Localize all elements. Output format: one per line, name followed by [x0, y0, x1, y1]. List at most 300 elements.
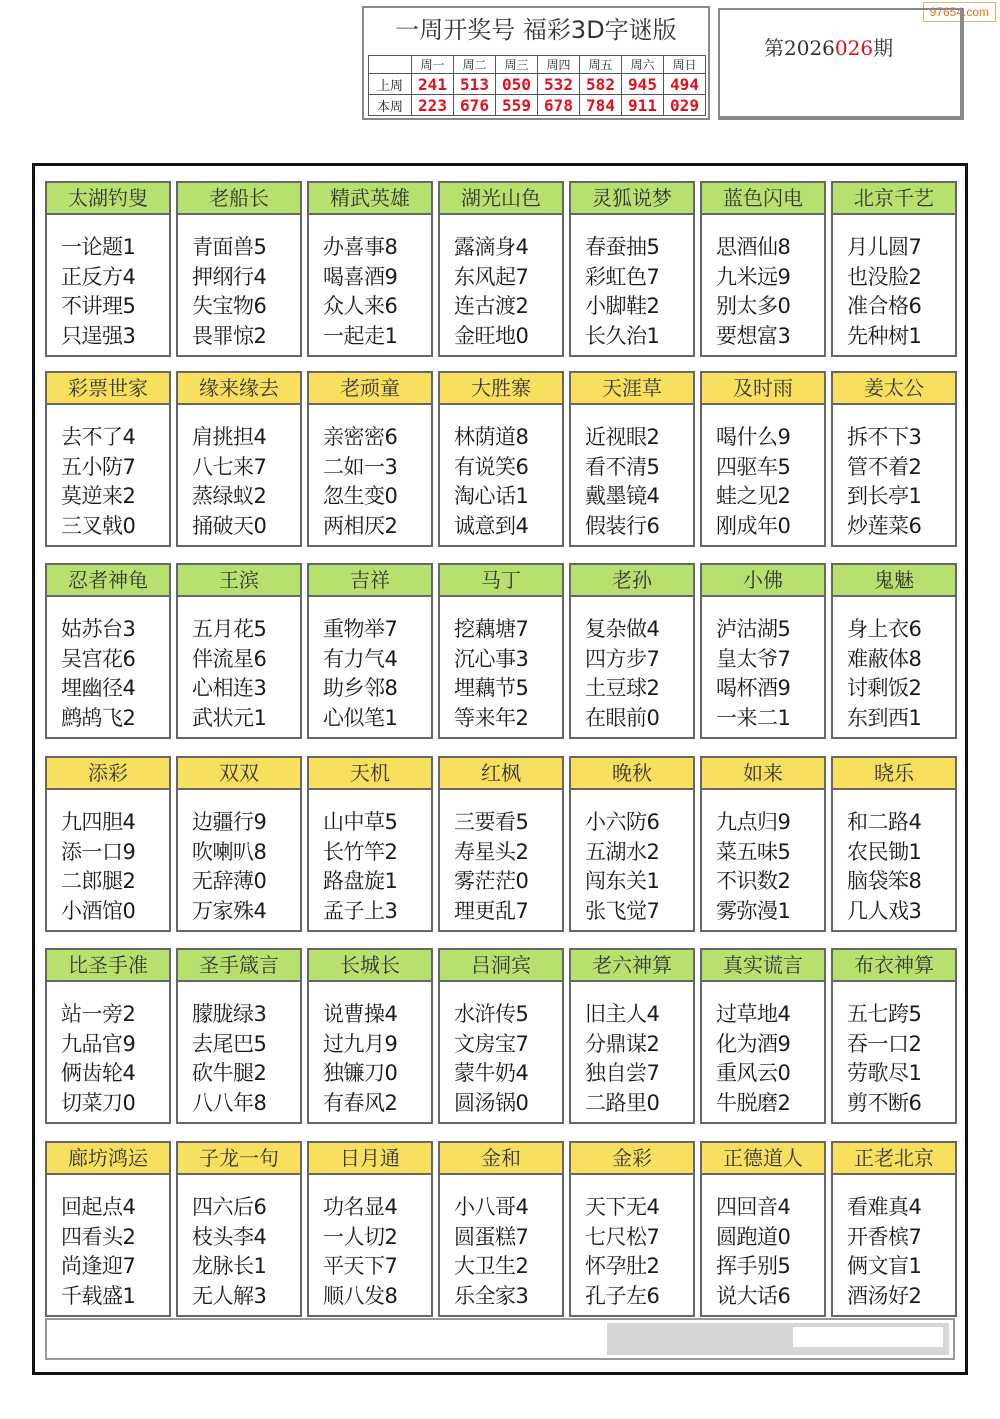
- riddle-line: 九四胆4: [61, 810, 136, 834]
- riddle-line: 雾茫茫0: [454, 869, 529, 893]
- author-name: 日月通: [309, 1143, 431, 1175]
- day-label: 周三: [496, 56, 538, 74]
- day-label: 周日: [664, 56, 706, 74]
- row-label: 上周: [369, 74, 412, 95]
- riddle-line: 刚成年0: [716, 513, 791, 538]
- riddle-line: 小六防6: [585, 810, 660, 834]
- riddle-line: 小酒馆0: [61, 898, 136, 923]
- riddle-line: 分鼎谋2: [585, 1031, 660, 1056]
- riddle-lines: [47, 215, 169, 351]
- author-name: 晓乐: [833, 758, 955, 790]
- riddle-card: [438, 948, 564, 1124]
- riddle-card: [438, 181, 564, 357]
- riddle-line: 心似笔1: [323, 705, 398, 730]
- riddle-line: 一人切2: [323, 1224, 398, 1249]
- author-name: 蓝色闪电: [702, 183, 824, 215]
- riddle-line: 莫逆来2: [61, 484, 136, 508]
- riddle-line: 有说笑6: [454, 454, 529, 479]
- author-name: 精武英雄: [309, 183, 431, 215]
- riddle-card: [438, 756, 564, 932]
- riddle-card: [700, 371, 826, 547]
- day-label: 周四: [538, 56, 580, 74]
- riddle-line: 寿星头2: [454, 839, 529, 864]
- riddle-line: 说曹操4: [323, 1002, 398, 1026]
- riddle-line: 开香槟7: [847, 1224, 922, 1249]
- riddle-card: [569, 1141, 695, 1317]
- riddle-line: 添一口9: [61, 839, 136, 864]
- author-name: 如来: [702, 758, 824, 790]
- riddle-line: 大卫生2: [454, 1254, 529, 1278]
- riddle-line: 菜五味5: [716, 839, 791, 864]
- riddle-line: 吞一口2: [847, 1031, 922, 1056]
- riddle-line: 一论题1: [61, 235, 136, 259]
- author-name: 吉祥: [309, 565, 431, 597]
- riddle-line: 春蚕抽5: [585, 235, 660, 259]
- riddle-line: 理更乱7: [454, 898, 529, 923]
- riddle-line: 四六后6: [192, 1195, 267, 1219]
- riddle-line: 假装行6: [585, 513, 660, 538]
- riddle-line: 蒸绿蚁2: [192, 484, 267, 508]
- riddle-lines: [702, 597, 824, 733]
- draw-number: 532: [538, 74, 580, 95]
- riddle-line: 有春风2: [323, 1090, 398, 1115]
- riddle-lines: [702, 1175, 824, 1311]
- riddle-line: 一起走1: [323, 323, 398, 348]
- riddle-line: 到长亭1: [847, 484, 922, 508]
- author-name: 老顽童: [309, 373, 431, 405]
- riddle-line: 牛脱磨2: [716, 1090, 791, 1115]
- riddle-card: [569, 563, 695, 739]
- draw-number: 029: [664, 95, 706, 116]
- author-name: 金彩: [571, 1143, 693, 1175]
- riddle-line: 彩虹色7: [585, 264, 660, 289]
- riddle-card: [176, 181, 302, 357]
- riddle-lines: [702, 215, 824, 351]
- author-name: 忍者神龟: [47, 565, 169, 597]
- riddle-card: [176, 756, 302, 932]
- author-name: 缘来缘去: [178, 373, 300, 405]
- riddle-line: 蒙牛奶4: [454, 1061, 529, 1085]
- riddle-line: 水浒传5: [454, 1002, 529, 1026]
- riddle-lines: [47, 1175, 169, 1311]
- riddle-lines: [440, 790, 562, 926]
- issue-suffix: 期: [873, 36, 894, 60]
- draw-number: 050: [496, 74, 538, 95]
- riddle-line: 农民锄1: [847, 839, 922, 864]
- riddle-line: 孔子左6: [585, 1283, 660, 1308]
- riddle-line: 独镰刀0: [323, 1061, 398, 1085]
- riddle-line: 埋幽径4: [61, 676, 136, 700]
- riddle-line: 众人来6: [323, 294, 398, 318]
- riddle-line: 也没脸2: [847, 264, 922, 289]
- riddle-line: 怀孕肚2: [585, 1254, 660, 1278]
- riddle-lines: [309, 790, 431, 926]
- author-name: 小佛: [702, 565, 824, 597]
- riddle-line: 吹喇叭8: [192, 839, 267, 864]
- riddle-lines: [309, 215, 431, 351]
- riddle-line: 失宝物6: [192, 294, 267, 318]
- riddle-line: 在眼前0: [585, 705, 660, 730]
- author-name: 及时雨: [702, 373, 824, 405]
- author-name: 老六神算: [571, 950, 693, 982]
- riddle-line: 诚意到4: [454, 513, 529, 538]
- riddle-line: 雾弥漫1: [716, 898, 791, 923]
- riddle-line: 四看头2: [61, 1224, 136, 1249]
- draw-number: 911: [622, 95, 664, 116]
- riddle-line: 要想富3: [716, 323, 791, 348]
- riddle-lines: [440, 982, 562, 1118]
- riddle-line: 五七跨5: [847, 1002, 922, 1026]
- riddle-line: 万家殊4: [192, 898, 267, 923]
- riddle-line: 两相厌2: [323, 513, 398, 538]
- riddle-line: 说大话6: [716, 1283, 791, 1308]
- riddle-lines: [571, 405, 693, 541]
- riddle-line: 看难真4: [847, 1195, 922, 1219]
- author-name: 廊坊鸿运: [47, 1143, 169, 1175]
- riddle-line: 二郎腿2: [61, 869, 136, 893]
- riddle-line: 三叉戟0: [61, 513, 136, 538]
- author-name: 湖光山色: [440, 183, 562, 215]
- riddle-line: 山中草5: [323, 810, 398, 834]
- riddle-lines: [702, 790, 824, 926]
- riddle-line: 二路里0: [585, 1090, 660, 1115]
- author-name: 大胜寨: [440, 373, 562, 405]
- riddle-line: 过草地4: [716, 1002, 791, 1026]
- riddle-line: 助乡邻8: [323, 676, 398, 700]
- riddle-line: 喝喜酒9: [323, 264, 398, 289]
- row-label: 本周: [369, 95, 412, 116]
- author-name: 正老北京: [833, 1143, 955, 1175]
- riddle-card: [307, 371, 433, 547]
- issue-prefix: 第2026: [764, 36, 835, 60]
- riddle-line: 独自尝7: [585, 1061, 660, 1085]
- riddle-line: 挖藕塘7: [454, 617, 529, 641]
- day-label: 周六: [622, 56, 664, 74]
- riddle-line: 重物举7: [323, 617, 398, 641]
- riddle-line: 正反方4: [61, 264, 136, 289]
- riddle-card: [307, 948, 433, 1124]
- riddle-line: 姑苏台3: [61, 617, 136, 641]
- riddle-card: [176, 371, 302, 547]
- riddle-card: [45, 181, 171, 357]
- riddle-line: 过九月9: [323, 1031, 398, 1056]
- riddle-card: [569, 181, 695, 357]
- riddle-line: 化为酒9: [716, 1031, 791, 1056]
- riddle-line: 小脚鞋2: [585, 294, 660, 318]
- riddle-line: 近视眼2: [585, 425, 660, 449]
- riddle-card: [438, 563, 564, 739]
- riddle-line: 小八哥4: [454, 1195, 529, 1219]
- draw-number: 223: [412, 95, 454, 116]
- riddle-line: 亲密密6: [323, 425, 398, 449]
- draw-number: 494: [664, 74, 706, 95]
- riddle-line: 等来年2: [454, 705, 529, 730]
- riddle-line: 连古渡2: [454, 294, 529, 318]
- riddle-line: 看不清5: [585, 454, 660, 479]
- riddle-lines: [702, 405, 824, 541]
- riddle-lines: [833, 215, 955, 351]
- riddle-line: 五月花5: [192, 617, 267, 641]
- riddle-line: 重风云0: [716, 1061, 791, 1085]
- riddle-lines: [178, 790, 300, 926]
- riddle-lines: [309, 405, 431, 541]
- riddle-line: 无人解3: [192, 1283, 267, 1308]
- riddle-line: 三要看5: [454, 810, 529, 834]
- riddle-line: 心相连3: [192, 676, 267, 700]
- riddle-line: 剪不断6: [847, 1090, 922, 1115]
- riddle-line: 挥手别5: [716, 1254, 791, 1278]
- riddle-line: 俩文盲1: [847, 1254, 922, 1278]
- riddle-line: 顺八发8: [323, 1283, 398, 1308]
- riddle-line: 武状元1: [192, 705, 267, 730]
- riddle-line: 脑袋笨8: [847, 869, 922, 893]
- author-name: 长城长: [309, 950, 431, 982]
- weekly-results-table: [368, 55, 706, 116]
- author-name: 老孙: [571, 565, 693, 597]
- riddle-line: 圆蛋糕7: [454, 1224, 529, 1249]
- riddle-card: [831, 563, 957, 739]
- riddle-card: [176, 563, 302, 739]
- riddle-card: [45, 563, 171, 739]
- riddle-line: 畏罪惊2: [192, 323, 267, 348]
- riddle-line: 鹧鸪飞2: [61, 705, 136, 730]
- riddle-card: [831, 181, 957, 357]
- riddle-card: [45, 371, 171, 547]
- riddle-card: [307, 756, 433, 932]
- author-name: 金和: [440, 1143, 562, 1175]
- riddle-line: 朦胧绿3: [192, 1002, 267, 1026]
- author-name: 比圣手准: [47, 950, 169, 982]
- riddle-card: [569, 948, 695, 1124]
- riddle-line: 身上衣6: [847, 617, 922, 641]
- author-name: 北京千艺: [833, 183, 955, 215]
- riddle-line: 土豆球2: [585, 676, 660, 700]
- riddle-lines: [178, 597, 300, 733]
- riddle-lines: [178, 405, 300, 541]
- riddle-lines: [309, 1175, 431, 1311]
- riddle-lines: [571, 982, 693, 1118]
- riddle-card: [700, 948, 826, 1124]
- riddle-line: 和二路4: [847, 810, 922, 834]
- riddle-line: 蛙之见2: [716, 484, 791, 508]
- riddle-card: [45, 756, 171, 932]
- riddle-card: [176, 948, 302, 1124]
- issue-panel: [718, 8, 964, 120]
- riddle-line: 劳歌尽1: [847, 1061, 922, 1085]
- author-name: 真实谎言: [702, 950, 824, 982]
- riddle-line: 林荫道8: [454, 425, 529, 449]
- riddle-line: 八八年8: [192, 1090, 267, 1115]
- riddle-line: 站一旁2: [61, 1002, 136, 1026]
- riddle-lines: [47, 597, 169, 733]
- riddle-lines: [47, 790, 169, 926]
- riddle-line: 戴墨镜4: [585, 484, 660, 508]
- riddle-line: 长久治1: [585, 323, 660, 348]
- riddle-line: 平天下7: [323, 1254, 398, 1278]
- riddle-lines: [178, 982, 300, 1118]
- riddle-line: 拆不下3: [847, 425, 922, 449]
- panel-title: 一周开奖号 福彩3D字谜版: [395, 16, 677, 44]
- draw-number: 582: [580, 74, 622, 95]
- riddle-lines: [571, 1175, 693, 1311]
- riddle-line: 二如一3: [323, 454, 398, 479]
- riddle-line: 别太多0: [716, 294, 791, 318]
- riddle-line: 天下无4: [585, 1195, 660, 1219]
- riddle-line: 去不了4: [61, 425, 136, 449]
- last-week-row: [369, 74, 706, 95]
- riddle-line: 只逞强3: [61, 323, 136, 348]
- draw-number: 784: [580, 95, 622, 116]
- issue-number: [764, 32, 893, 61]
- riddle-line: 复杂做4: [585, 617, 660, 641]
- riddle-line: 闯东关1: [585, 869, 660, 893]
- riddle-line: 四驱车5: [716, 454, 791, 479]
- author-name: 灵狐说梦: [571, 183, 693, 215]
- riddle-line: 先种树1: [847, 323, 922, 348]
- riddle-lines: [440, 597, 562, 733]
- author-name: 太湖钓叟: [47, 183, 169, 215]
- riddle-line: 东到西1: [847, 705, 922, 730]
- riddle-line: 旧主人4: [585, 1002, 660, 1026]
- riddle-line: 酒汤好2: [847, 1283, 922, 1308]
- riddle-line: 一来二1: [716, 705, 791, 730]
- author-name: 正德道人: [702, 1143, 824, 1175]
- riddle-line: 青面兽5: [192, 235, 267, 259]
- riddle-lines: [571, 597, 693, 733]
- riddle-lines: [833, 597, 955, 733]
- riddle-line: 金旺地0: [454, 323, 529, 348]
- riddle-line: 五小防7: [61, 454, 136, 479]
- author-name: 老船长: [178, 183, 300, 215]
- author-name: 吕洞宾: [440, 950, 562, 982]
- author-name: 圣手箴言: [178, 950, 300, 982]
- draw-number: 513: [454, 74, 496, 95]
- draw-number: 676: [454, 95, 496, 116]
- author-name: 双双: [178, 758, 300, 790]
- riddle-line: 路盘旋1: [323, 869, 398, 893]
- author-name: 红枫: [440, 758, 562, 790]
- riddle-card: [831, 948, 957, 1124]
- riddle-lines: [833, 982, 955, 1118]
- riddle-card: [176, 1141, 302, 1317]
- riddle-line: 九米远9: [716, 264, 791, 289]
- riddle-card: [700, 756, 826, 932]
- riddle-line: 忽生变0: [323, 484, 398, 508]
- riddle-card: [700, 563, 826, 739]
- draw-number: 241: [412, 74, 454, 95]
- riddle-card: [700, 1141, 826, 1317]
- riddle-line: 难蔽体8: [847, 646, 922, 671]
- riddle-lines: [440, 215, 562, 351]
- riddle-lines: [178, 215, 300, 351]
- riddle-line: 炒莲菜6: [847, 513, 922, 538]
- riddle-line: 吴宫花6: [61, 646, 136, 671]
- riddle-line: 埋藕节5: [454, 676, 529, 700]
- riddle-line: 孟子上3: [323, 898, 398, 923]
- riddle-lines: [833, 405, 955, 541]
- draw-number: 678: [538, 95, 580, 116]
- riddle-lines: [571, 790, 693, 926]
- author-name: 晚秋: [571, 758, 693, 790]
- riddle-line: 思酒仙8: [716, 235, 791, 259]
- riddle-line: 切菜刀0: [61, 1090, 136, 1115]
- riddle-lines: [440, 1175, 562, 1311]
- riddle-line: 肩挑担4: [192, 425, 267, 449]
- riddle-line: 尚逢迎7: [61, 1254, 136, 1278]
- riddle-line: 俩齿轮4: [61, 1061, 136, 1085]
- riddle-lines: [571, 215, 693, 351]
- riddle-line: 圆跑道0: [716, 1224, 791, 1249]
- draw-number: 559: [496, 95, 538, 116]
- riddle-line: 乐全家3: [454, 1283, 529, 1308]
- this-week-row: [369, 95, 706, 116]
- author-name: 彩票世家: [47, 373, 169, 405]
- bottom-white-block: [793, 1327, 943, 1347]
- riddle-line: 回起点4: [61, 1195, 136, 1219]
- riddle-line: 伴流星6: [192, 646, 267, 671]
- riddle-line: 有力气4: [323, 646, 398, 671]
- riddle-card: [438, 1141, 564, 1317]
- riddle-line: 皇太爷7: [716, 646, 791, 671]
- riddle-line: 淘心话1: [454, 484, 529, 508]
- riddle-card: [307, 563, 433, 739]
- draw-number: 945: [622, 74, 664, 95]
- riddle-line: 张飞觉7: [585, 898, 660, 923]
- riddle-line: 办喜事8: [323, 235, 398, 259]
- riddle-line: 五湖水2: [585, 839, 660, 864]
- riddle-line: 准合格6: [847, 294, 922, 318]
- riddle-line: 四方步7: [585, 646, 660, 671]
- riddle-lines: [702, 982, 824, 1118]
- day-header-row: [369, 56, 706, 74]
- bottom-bar: [45, 1318, 955, 1360]
- day-label: 周一: [412, 56, 454, 74]
- riddle-line: 九品官9: [61, 1031, 136, 1056]
- riddle-lines: [833, 790, 955, 926]
- riddle-line: 露滴身4: [454, 235, 529, 259]
- riddle-card: [438, 371, 564, 547]
- author-name: 天机: [309, 758, 431, 790]
- riddle-line: 喝什么9: [716, 425, 791, 449]
- riddle-line: 边疆行9: [192, 810, 267, 834]
- riddle-card: [569, 371, 695, 547]
- riddle-line: 捅破天0: [192, 513, 267, 538]
- author-name: 天涯草: [571, 373, 693, 405]
- riddle-card: [831, 371, 957, 547]
- riddle-card: [831, 1141, 957, 1317]
- riddle-line: 九点归9: [716, 810, 791, 834]
- riddle-line: 押纲行4: [192, 264, 267, 289]
- author-name: 马丁: [440, 565, 562, 597]
- riddle-line: 长竹竿2: [323, 839, 398, 864]
- riddle-line: 龙脉长1: [192, 1254, 267, 1278]
- riddle-grid: [32, 163, 968, 1375]
- riddle-line: 圆汤锅0: [454, 1090, 529, 1115]
- riddle-line: 无辞薄0: [192, 869, 267, 893]
- site-watermark: 97654.com: [923, 2, 996, 22]
- riddle-lines: [178, 1175, 300, 1311]
- author-name: 姜太公: [833, 373, 955, 405]
- author-name: 鬼魅: [833, 565, 955, 597]
- riddle-lines: [309, 982, 431, 1118]
- riddle-line: 讨剩饭2: [847, 676, 922, 700]
- riddle-line: 去尾巴5: [192, 1031, 267, 1056]
- riddle-line: 沉心事3: [454, 646, 529, 671]
- riddle-lines: [309, 597, 431, 733]
- riddle-card: [569, 756, 695, 932]
- author-name: 王滨: [178, 565, 300, 597]
- day-label: 周五: [580, 56, 622, 74]
